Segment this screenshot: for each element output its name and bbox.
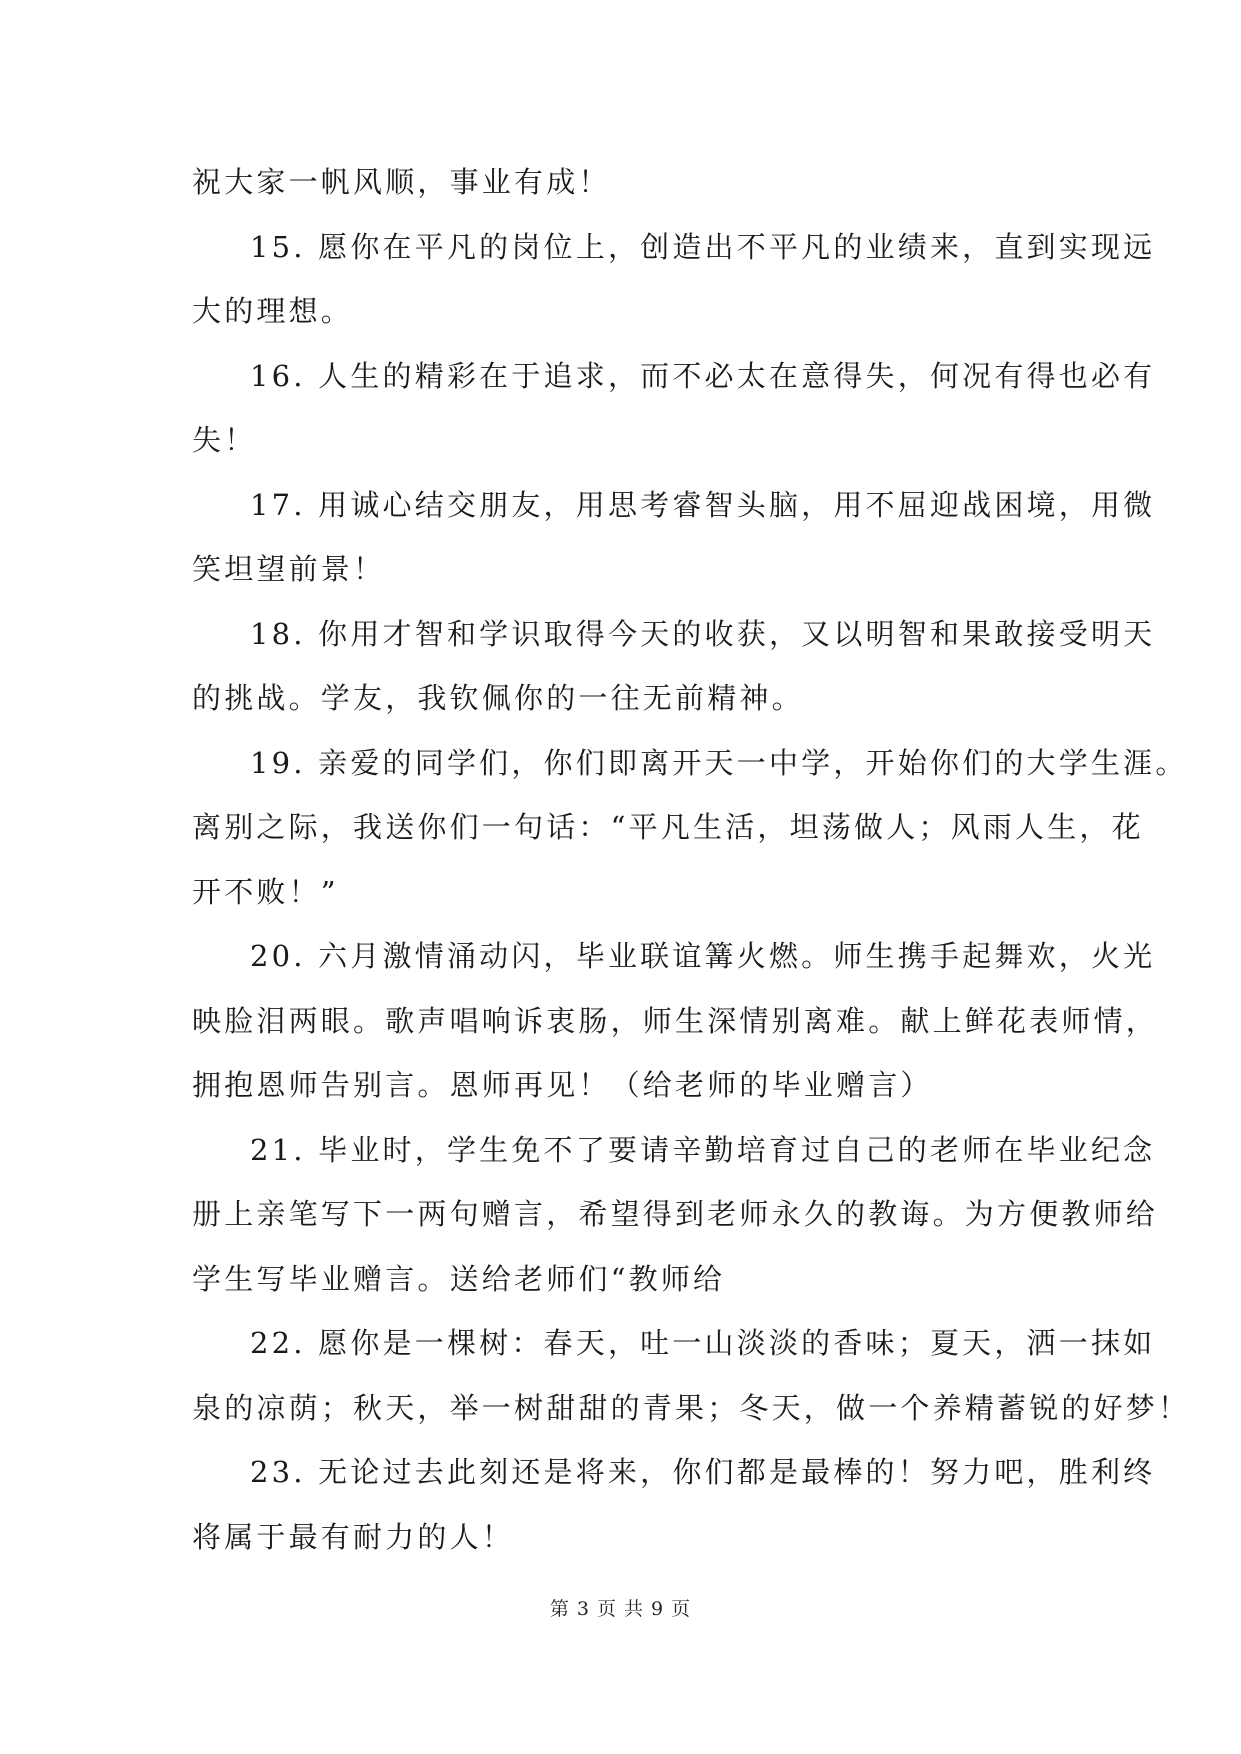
text-line: 20. 六月激情涌动闪，毕业联谊篝火燃。师生携手起舞欢，火光 <box>250 939 1156 973</box>
text-line: 23. 无论过去此刻还是将来，你们都是最棒的！努力吧，胜利终 <box>250 1455 1156 1489</box>
text-line: 的挑战。学友，我钦佩你的一往无前精神。 <box>192 681 804 715</box>
text-line: 22. 愿你是一棵树：春天，吐一山淡淡的香味；夏天，洒一抹如 <box>250 1326 1156 1360</box>
text-line: 开不败！” <box>192 874 339 909</box>
text-line: 册上亲笔写下一两句赠言，希望得到老师永久的教诲。为方便教师给 <box>192 1197 1159 1231</box>
text-line: 拥抱恩师告别言。恩师再见！（给老师的毕业赠言） <box>192 1068 933 1102</box>
text-line: 17. 用诚心结交朋友，用思考睿智头脑，用不屈迎战困境，用微 <box>250 487 1156 522</box>
text-line: 学生写毕业赠言。送给老师们“教师给 <box>192 1261 726 1296</box>
page-number-footer: 第 3 页 共 9 页 <box>549 1598 692 1620</box>
text-line: 大的理想。 <box>192 294 354 328</box>
text-line: 将属于最有耐力的人！ <box>192 1519 515 1554</box>
text-line: 离别之际，我送你们一句话：“平凡生活，坦荡做人；风雨人生，花 <box>192 810 1144 844</box>
text-line: 15. 愿你在平凡的岗位上，创造出不平凡的业绩来，直到实现远 <box>250 229 1156 264</box>
text-line: 笑坦望前景！ <box>192 552 386 586</box>
text-line: 19. 亲爱的同学们，你们即离开天一中学，开始你们的大学生涯。 <box>250 745 1188 780</box>
text-line: 祝大家一帆风顺，事业有成！ <box>192 165 611 199</box>
text-line: 16. 人生的精彩在于追求，而不必太在意得失，何况有得也必有 <box>250 358 1156 393</box>
text-line: 21. 毕业时，学生免不了要请辛勤培育过自己的老师在毕业纪念 <box>250 1132 1156 1167</box>
text-line: 失！ <box>192 423 257 457</box>
text-line: 映脸泪两眼。歌声唱响诉衷肠，师生深情别离难。献上鲜花表师情， <box>192 1003 1159 1038</box>
text-line: 18. 你用才智和学识取得今天的收获，又以明智和果敢接受明天 <box>250 616 1156 651</box>
text-line: 泉的凉荫；秋天，举一树甜甜的青果；冬天，做一个养精蓄锐的好梦！ <box>192 1390 1191 1425</box>
document-body <box>192 150 1191 1569</box>
